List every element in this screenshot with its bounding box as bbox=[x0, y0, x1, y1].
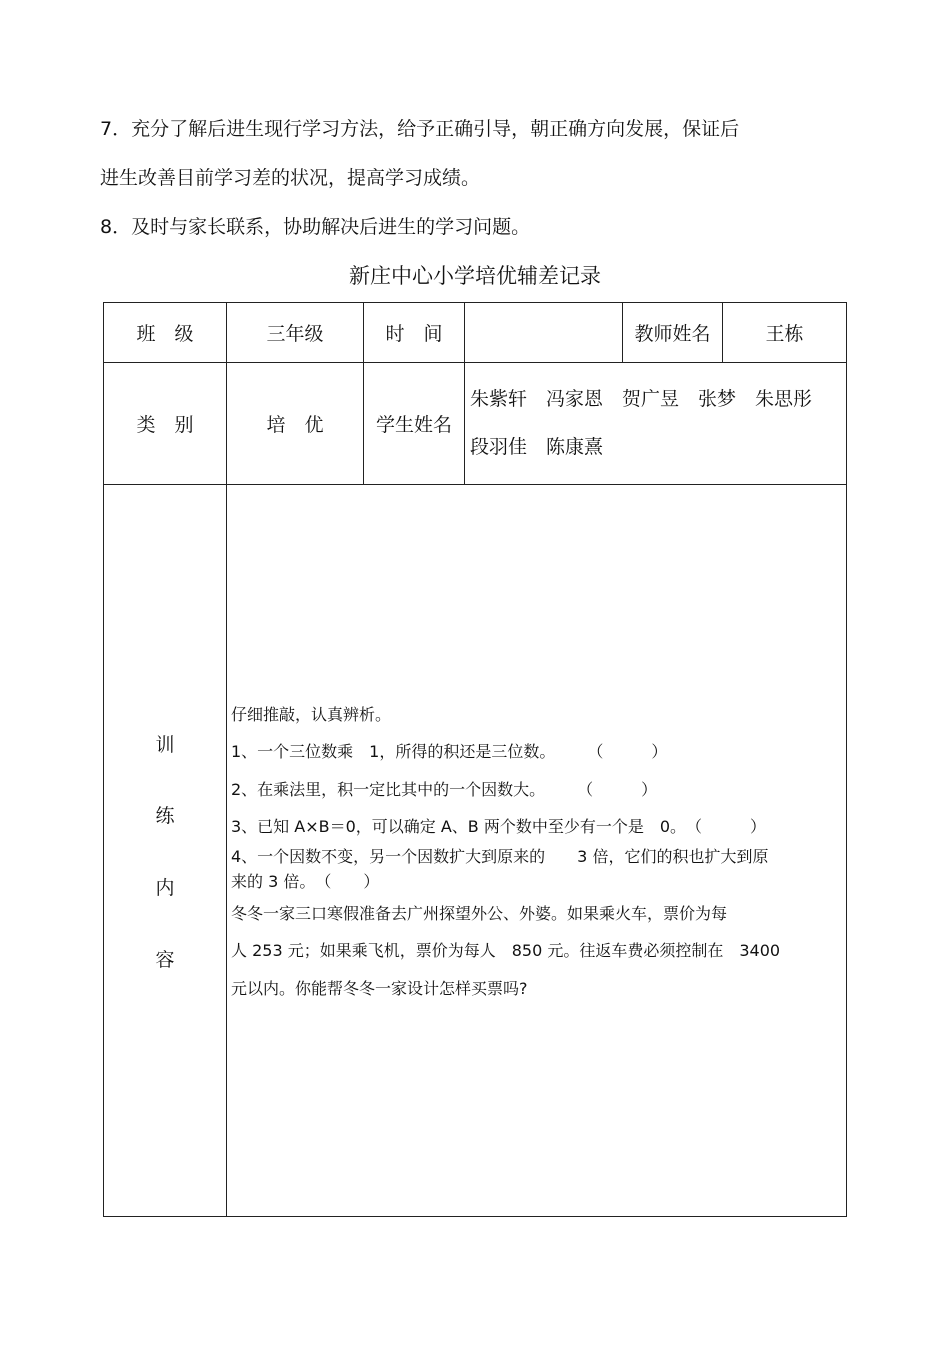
question-4-line2: 来的 3 倍。 （ ） bbox=[231, 872, 380, 891]
category-value: 培 优 bbox=[266, 414, 324, 436]
word-problem-line2: 人 253 元；如果乘飞机，票价为每人 850 元。往返车费必须控制在 3400 bbox=[231, 941, 781, 960]
teacher-value: 王栋 bbox=[765, 323, 804, 345]
question-2: 2、在乘法里，积一定比其中的一个因数大。 （ ） bbox=[231, 780, 658, 799]
student-names-line1: 朱紫轩 冯家恩 贺广昱 张梦 朱思彤 bbox=[470, 388, 813, 410]
item7-line1: 7．充分了解后进生现行学习方法，给予正确引导，朝正确方向发展，保证后 bbox=[100, 118, 740, 140]
training-label-char: 训 bbox=[155, 734, 175, 756]
question-1: 1、一个三位数乘 1，所得的积还是三位数。 （ ） bbox=[231, 742, 668, 761]
record-title: 新庄中心小学培优辅差记录 bbox=[349, 264, 601, 288]
training-intro: 仔细推敲，认真辨析。 bbox=[231, 705, 392, 724]
class-label: 班 级 bbox=[136, 323, 194, 345]
category-label: 类 别 bbox=[136, 414, 194, 436]
training-label-char: 练 bbox=[155, 805, 175, 827]
word-problem-line3: 元以内。你能帮冬冬一家设计怎样买票吗? bbox=[231, 979, 528, 998]
word-problem-line1: 冬冬一家三口寒假准备去广州探望外公、外婆。如果乘火车，票价为每 bbox=[231, 904, 728, 923]
item7-line2: 进生改善目前学习差的状况，提高学习成绩。 bbox=[100, 167, 481, 189]
item8-text: 8．及时与家长联系，协助解决后进生的学习问题。 bbox=[100, 216, 531, 238]
training-label-char: 内 bbox=[155, 877, 175, 899]
student-label: 学生姓名 bbox=[375, 414, 452, 436]
time-value bbox=[465, 303, 622, 362]
time-label: 时 间 bbox=[385, 323, 443, 345]
training-label-char: 容 bbox=[155, 949, 175, 971]
question-3: 3、已知 A×B＝0，可以确定 A、B 两个数中至少有一个是 0。 （ ） bbox=[231, 817, 767, 836]
teacher-label: 教师姓名 bbox=[634, 323, 711, 345]
question-4-line1: 4、一个因数不变，另一个因数扩大到原来的 3 倍，它们的积也扩大到原 bbox=[231, 847, 769, 866]
student-names-line2: 段羽佳 陈康熹 bbox=[470, 436, 604, 458]
class-value: 三年级 bbox=[266, 323, 324, 345]
